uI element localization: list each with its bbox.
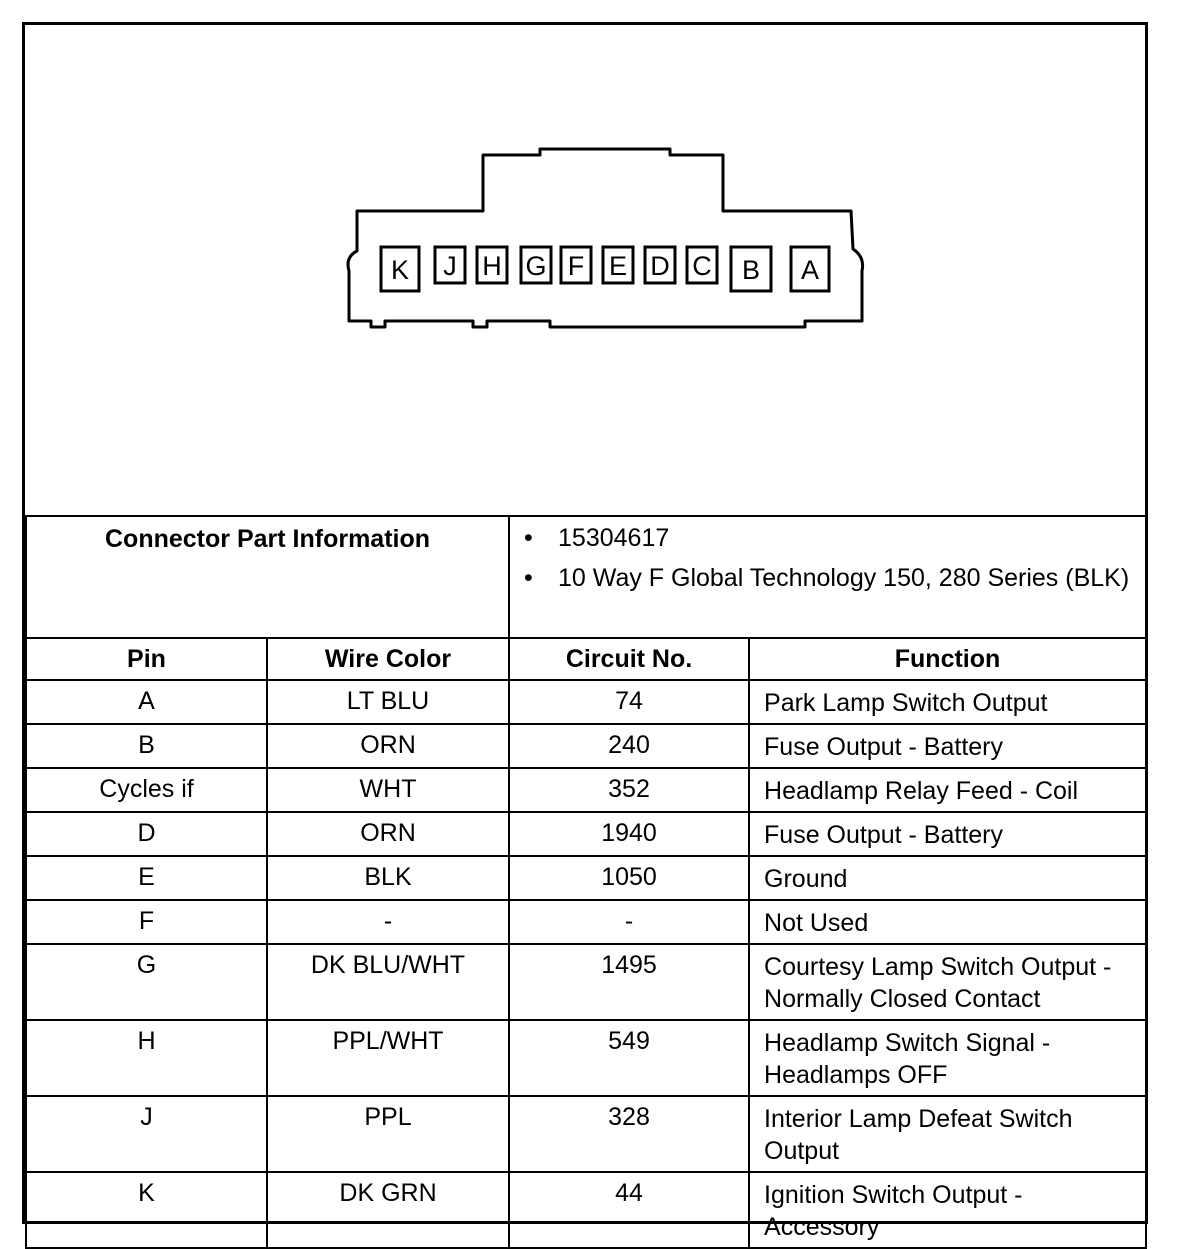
- connector-housing-outline: [348, 149, 863, 327]
- cell-pin: Cycles if: [26, 768, 267, 812]
- cell-pin: E: [26, 856, 267, 900]
- pin-label: A: [800, 255, 820, 285]
- part-number: • 15304617: [524, 523, 1145, 553]
- part-description: • 10 Way F Global Technology 150, 280 Series (BLK): [524, 563, 1145, 593]
- cell-circuit: 1940: [509, 812, 749, 856]
- pin-label: E: [608, 251, 628, 281]
- cell-circuit: 240: [509, 724, 749, 768]
- connector-diagram: [25, 25, 1145, 515]
- cell-wire-color: DK GRN: [267, 1172, 509, 1248]
- header-function: Function: [749, 638, 1146, 680]
- pinout-table: [25, 515, 1147, 1249]
- pin-label: B: [741, 255, 761, 285]
- header-circuit: Circuit No.: [509, 638, 749, 680]
- cell-circuit: 1050: [509, 856, 749, 900]
- cell-pin: B: [26, 724, 267, 768]
- cell-function: Fuse Output - Battery: [749, 812, 1146, 856]
- table-row: [26, 1096, 1146, 1172]
- cell-pin: F: [26, 900, 267, 944]
- pin-label: J: [443, 251, 457, 281]
- cell-wire-color: WHT: [267, 768, 509, 812]
- cell-function: Fuse Output - Battery: [749, 724, 1146, 768]
- cell-wire-color: LT BLU: [267, 680, 509, 724]
- header-row: [26, 638, 1146, 680]
- table-row: [26, 768, 1146, 812]
- pin-label: F: [567, 251, 585, 281]
- pin-label: G: [525, 251, 547, 281]
- cell-circuit: 549: [509, 1020, 749, 1096]
- cell-wire-color: PPL: [267, 1096, 509, 1172]
- part-info-list: [509, 516, 1146, 638]
- cell-wire-color: BLK: [267, 856, 509, 900]
- cell-wire-color: PPL/WHT: [267, 1020, 509, 1096]
- table-row: [26, 1172, 1146, 1248]
- table-row: [26, 680, 1146, 724]
- cell-pin: J: [26, 1096, 267, 1172]
- table-row: [26, 1020, 1146, 1096]
- table-row: [26, 900, 1146, 944]
- cell-wire-color: ORN: [267, 724, 509, 768]
- cell-function: Courtesy Lamp Switch Output - Normally Closed Contact: [749, 944, 1146, 1020]
- cell-circuit: 328: [509, 1096, 749, 1172]
- cell-function: Not Used: [749, 900, 1146, 944]
- cell-wire-color: DK BLU/WHT: [267, 944, 509, 1020]
- part-info-label: Connector Part Information: [26, 516, 509, 638]
- cell-wire-color: -: [267, 900, 509, 944]
- table-row: [26, 944, 1146, 1020]
- header-wire-color: Wire Color: [267, 638, 509, 680]
- pin-label: H: [482, 251, 502, 281]
- cell-circuit: 352: [509, 768, 749, 812]
- cell-function: Headlamp Relay Feed - Coil: [749, 768, 1146, 812]
- cell-circuit: 44: [509, 1172, 749, 1248]
- cell-wire-color: ORN: [267, 812, 509, 856]
- pin-label: K: [390, 255, 410, 285]
- cell-function: Ground: [749, 856, 1146, 900]
- cell-pin: A: [26, 680, 267, 724]
- cell-pin: D: [26, 812, 267, 856]
- cell-function: Headlamp Switch Signal - Headlamps OFF: [749, 1020, 1146, 1096]
- cell-function: Interior Lamp Defeat Switch Output: [749, 1096, 1146, 1172]
- table-row: [26, 724, 1146, 768]
- document-frame: [22, 22, 1148, 1241]
- table-row: [26, 856, 1146, 900]
- part-info-row: [26, 516, 1146, 638]
- cell-circuit: 74: [509, 680, 749, 724]
- cell-pin: H: [26, 1020, 267, 1096]
- connector-face-drawing: [25, 25, 1145, 515]
- cell-circuit: 1495: [509, 944, 749, 1020]
- table-row: [26, 812, 1146, 856]
- cell-function: Ignition Switch Output - Accessory: [749, 1172, 1146, 1248]
- cell-pin: K: [26, 1172, 267, 1248]
- cell-pin: G: [26, 944, 267, 1020]
- cell-circuit: -: [509, 900, 749, 944]
- header-pin: Pin: [26, 638, 267, 680]
- pin-label: C: [692, 251, 712, 281]
- pin-label: D: [650, 251, 670, 281]
- cell-function: Park Lamp Switch Output: [749, 680, 1146, 724]
